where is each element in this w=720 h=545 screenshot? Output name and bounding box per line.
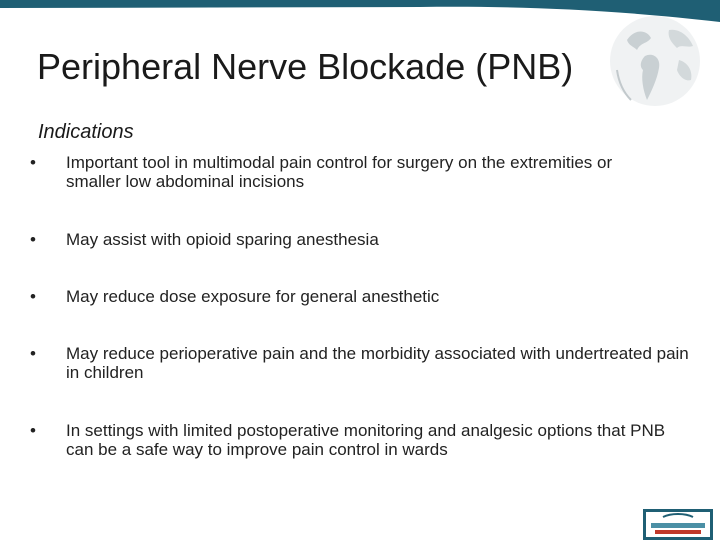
bullet-marker: • (30, 287, 36, 306)
bullet-text: May reduce dose exposure for general anesthetic (66, 287, 440, 306)
bullet-item (30, 421, 666, 459)
bullet-text: May reduce perioperative pain and the morbidity associated with undertreated pain in children (66, 344, 689, 382)
bullet-marker: • (30, 230, 36, 249)
slide-title: Peripheral Nerve Blockade (PNB) (37, 46, 574, 87)
bullet-text: May assist with opioid sparing anesthesia (66, 230, 379, 249)
bullet-marker: • (30, 344, 36, 363)
globe-icon (607, 10, 703, 112)
bullet-text: In settings with limited postoperative monitoring and analgesic options that PNB can be a safe way to improve pain control in wards (66, 421, 666, 459)
bullet-text: Important tool in multimodal pain control for surgery on the extremities or smaller low abdominal incisions (66, 153, 613, 191)
indications-heading: Indications (38, 121, 134, 143)
bullet-item (30, 153, 666, 191)
bullet-item (30, 344, 696, 382)
society-logo (643, 509, 713, 540)
bullet-item (30, 287, 666, 306)
bullet-marker: • (30, 153, 36, 172)
bullet-item (30, 230, 666, 249)
bullet-marker: • (30, 421, 36, 440)
